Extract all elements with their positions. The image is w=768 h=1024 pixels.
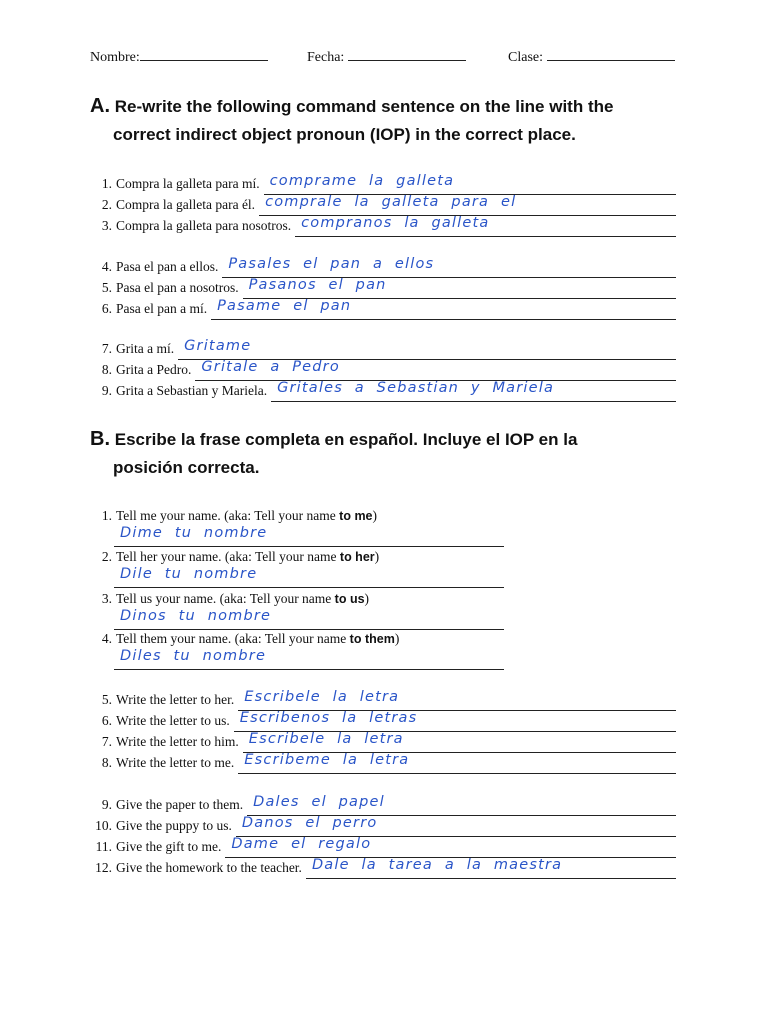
item-prompt-bold: to them [349, 632, 395, 646]
exercise-item [88, 839, 221, 859]
worksheet-header [90, 47, 690, 67]
answer-line[interactable] [211, 298, 676, 320]
item-prompt-close: ) [374, 549, 380, 564]
exercise-item [88, 218, 291, 238]
item-number: 5. [101, 280, 112, 295]
item-prompt-bold: to her [339, 550, 375, 564]
item-prompt-bold: to us [334, 592, 365, 606]
item-prompt: Give the homework to the teacher. [116, 860, 302, 875]
exercise-item [88, 341, 174, 361]
handwritten-answer: comprale la galleta para el [265, 194, 517, 210]
exercise-item [88, 713, 230, 733]
handwritten-answer: Gritale a Pedro [201, 359, 340, 375]
item-prompt: Grita a mí. [116, 341, 175, 356]
item-prompt [116, 549, 379, 564]
exercise-item [88, 797, 243, 817]
handwritten-answer: Escribele la letra [244, 689, 400, 705]
exercise-item [88, 362, 191, 382]
item-prompt: Compra la galleta para mí. [116, 176, 260, 191]
fecha-field[interactable] [307, 47, 466, 66]
handwritten-answer: Danos el perro [241, 815, 378, 831]
handwritten-answer: compranos la galleta [301, 215, 490, 231]
item-number: 1. [101, 508, 112, 523]
answer-line[interactable] [236, 815, 676, 837]
item-number: 9. [101, 383, 112, 398]
item-prompt: Give the paper to them. [116, 797, 244, 812]
clase-blank[interactable] [547, 47, 675, 61]
section-a-title-line1: Re-write the following command sentence on the line with the [114, 97, 614, 116]
item-prompt-text: Tell us your name. (aka: Tell your name [116, 591, 335, 606]
answer-line[interactable] [238, 689, 676, 711]
handwritten-answer: Dame el regalo [231, 836, 372, 852]
answer-line[interactable] [222, 256, 676, 278]
item-prompt-close: ) [372, 508, 378, 523]
item-number: 9. [101, 797, 112, 812]
item-number: 6. [101, 301, 112, 316]
handwritten-answer: Dale la tarea a la maestra [311, 857, 563, 873]
item-number: 10. [95, 818, 112, 833]
item-prompt-bold: to me [339, 509, 373, 523]
answer-line[interactable] [259, 194, 676, 216]
answer-line[interactable] [247, 794, 676, 816]
handwritten-answer: Pasame el pan [217, 298, 352, 314]
handwritten-answer: Gritame [184, 338, 252, 354]
answer-line[interactable] [264, 173, 676, 195]
answer-line[interactable] [243, 277, 676, 299]
item-prompt [116, 631, 399, 646]
nombre-label: Nombre: [90, 50, 140, 65]
nombre-blank[interactable] [140, 47, 268, 61]
handwritten-answer: Dinos tu nombre [120, 608, 272, 624]
item-prompt: Grita a Sebastian y Mariela. [116, 383, 268, 398]
item-prompt: Pasa el pan a nosotros. [116, 280, 239, 295]
exercise-item [88, 383, 267, 403]
exercise-item [88, 301, 207, 321]
section-b-title-line2: posición correcta. [113, 458, 260, 477]
answer-line[interactable] [238, 752, 676, 774]
exercise-item [88, 259, 218, 279]
handwritten-answer: Escribeme la letra [244, 752, 410, 768]
item-number: 7. [101, 734, 112, 749]
handwritten-answer: Escribenos la letras [239, 710, 418, 726]
exercise-item [88, 734, 239, 754]
item-prompt: Give the gift to me. [116, 839, 222, 854]
handwritten-answer: Pasales el pan a ellos [228, 256, 435, 272]
clase-field[interactable] [508, 47, 675, 66]
exercise-item [88, 197, 255, 217]
handwritten-answer: Gritales a Sebastian y Mariela [277, 380, 555, 396]
item-number: 4. [101, 631, 112, 646]
item-prompt [116, 508, 377, 523]
section-b-title [90, 425, 577, 482]
item-prompt: Pasa el pan a ellos. [116, 259, 219, 274]
item-number: 3. [101, 218, 112, 233]
answer-line[interactable] [234, 710, 676, 732]
exercise-item [88, 755, 234, 775]
item-prompt: Compra la galleta para él. [116, 197, 256, 212]
item-prompt: Compra la galleta para nosotros. [116, 218, 292, 233]
exercise-item [88, 860, 302, 880]
answer-line[interactable] [225, 836, 676, 858]
handwritten-answer: Dile tu nombre [120, 566, 258, 582]
item-prompt-text: Tell them your name. (aka: Tell your name [116, 631, 350, 646]
item-number: 12. [95, 860, 112, 875]
item-number: 3. [101, 591, 112, 606]
item-prompt: Write the letter to him. [116, 734, 239, 749]
clase-label: Clase: [508, 50, 543, 65]
answer-line[interactable] [114, 648, 504, 670]
item-number: 1. [101, 176, 112, 191]
answer-line[interactable] [114, 525, 504, 547]
exercise-item [88, 818, 232, 838]
item-prompt: Write the letter to her. [116, 692, 235, 707]
item-number: 2. [101, 549, 112, 564]
answer-line[interactable] [114, 608, 504, 630]
answer-line[interactable] [243, 731, 676, 753]
item-number: 7. [101, 341, 112, 356]
item-prompt [116, 591, 369, 606]
item-number: 2. [101, 197, 112, 212]
answer-line[interactable] [178, 338, 676, 360]
item-number: 8. [101, 362, 112, 377]
handwritten-answer: Pasanos el pan [248, 277, 387, 293]
exercise-item [88, 176, 260, 196]
nombre-field[interactable] [90, 47, 268, 66]
handwritten-answer: Diles tu nombre [120, 648, 267, 664]
item-prompt-text: Tell her your name. (aka: Tell your name [116, 549, 340, 564]
item-prompt: Grita a Pedro. [116, 362, 192, 377]
item-prompt: Write the letter to us. [116, 713, 230, 728]
section-a-title [90, 92, 613, 149]
section-b-letter: B. [90, 428, 110, 450]
item-number: 5. [101, 692, 112, 707]
item-prompt-text: Tell me your name. (aka: Tell your name [116, 508, 340, 523]
answer-line[interactable] [306, 857, 676, 879]
answer-line[interactable] [271, 380, 676, 402]
answer-line[interactable] [114, 566, 504, 588]
section-a-title-line2: correct indirect object pronoun (IOP) in the correct place. [113, 125, 576, 144]
exercise-item [88, 692, 234, 712]
item-number: 4. [101, 259, 112, 274]
fecha-blank[interactable] [348, 47, 466, 61]
handwritten-answer: comprame la galleta [269, 173, 455, 189]
item-prompt: Give the puppy to us. [116, 818, 232, 833]
fecha-label: Fecha: [307, 50, 345, 65]
item-number: 8. [101, 755, 112, 770]
exercise-item [88, 280, 239, 300]
answer-line[interactable] [295, 215, 676, 237]
item-prompt-close: ) [394, 631, 400, 646]
section-b-title-line1: Escribe la frase completa en español. Incluye el IOP en la [114, 430, 578, 449]
handwritten-answer: Escribele la letra [248, 731, 404, 747]
section-a-letter: A. [90, 95, 110, 117]
answer-line[interactable] [195, 359, 676, 381]
item-prompt: Pasa el pan a mí. [116, 301, 208, 316]
handwritten-answer: Dime tu nombre [120, 525, 268, 541]
item-prompt-close: ) [364, 591, 370, 606]
item-number: 11. [95, 839, 112, 854]
item-number: 6. [101, 713, 112, 728]
handwritten-answer: Dales el papel [253, 794, 385, 810]
item-prompt: Write the letter to me. [116, 755, 235, 770]
